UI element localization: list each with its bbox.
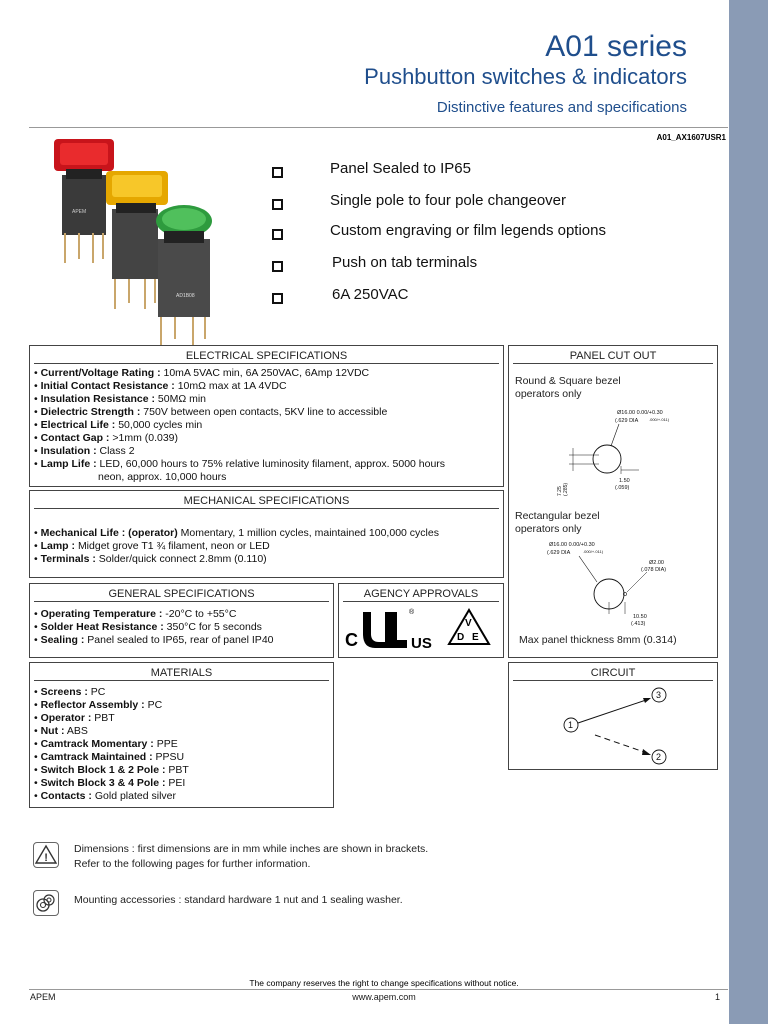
spec-row: • Sealing : Panel sealed to IP65, rear of panel IP40 xyxy=(34,634,274,646)
svg-text:C: C xyxy=(345,630,358,650)
spec-value: 10mA 5VAC min, 6A 250VAC, 6Amp 12VDC xyxy=(163,367,370,379)
mechanical-specs-list xyxy=(30,509,503,566)
spec-continuation: neon, approx. 10,000 hours xyxy=(98,471,227,483)
mounting-note: Mounting accessories : standard hardware 1 nut and 1 sealing washer. xyxy=(74,894,403,906)
svg-text:®: ® xyxy=(409,609,415,616)
spec-row: • Initial Contact Resistance : 10mΩ max at 1A 4VDC xyxy=(34,380,287,392)
general-specs-box xyxy=(29,583,334,658)
warning-icon xyxy=(33,842,59,868)
circuit-title: CIRCUIT xyxy=(513,665,713,681)
product-brand-mark: APEM xyxy=(72,209,87,215)
material-value: ABS xyxy=(66,725,88,737)
svg-text:1: 1 xyxy=(568,720,574,730)
spec-value: Solder/quick connect 2.8mm (0.110) xyxy=(98,553,267,565)
material-value: PC xyxy=(90,686,106,698)
svg-text:(.629 DIA: (.629 DIA xyxy=(615,418,639,424)
svg-text:Ø16.00 0.00/+0.30: Ø16.00 0.00/+0.30 xyxy=(549,542,595,548)
spec-label: Lamp Life : xyxy=(40,458,97,470)
spec-value: Momentary, 1 million cycles, maintained 100,000 cycles xyxy=(180,527,439,539)
spec-label: Contact Gap : xyxy=(40,432,110,444)
checkbox-icon xyxy=(272,229,283,240)
material-label: Screens : xyxy=(40,686,88,698)
svg-text:.000/+.011): .000/+.011) xyxy=(583,549,604,554)
mechanical-specs-box xyxy=(29,490,504,578)
side-bar xyxy=(729,0,768,1024)
spec-row: • Mechanical Life : (operator) Momentary, 1 million cycles, maintained 100,000 cycles xyxy=(34,527,439,539)
material-row: • Reflector Assembly : PC xyxy=(34,699,163,711)
panel-cutout-title: PANEL CUT OUT xyxy=(513,348,713,364)
spec-label: Terminals : xyxy=(40,553,96,565)
vde-logo-icon xyxy=(449,610,489,644)
spec-value: >1mm (0.039) xyxy=(112,432,179,444)
materials-list xyxy=(30,681,333,803)
rect-cutout-diagram xyxy=(539,538,714,633)
svg-text:7.25: 7.25 xyxy=(557,486,563,496)
circuit-diagram xyxy=(559,685,679,767)
spec-label: Lamp : xyxy=(40,540,76,552)
material-row: • Screens : PC xyxy=(34,686,106,698)
footer-website: www.apem.com xyxy=(352,992,416,1002)
material-row: • Camtrack Momentary : PPE xyxy=(34,738,178,750)
material-row: • Nut : ABS xyxy=(34,725,88,737)
electrical-specs-title: ELECTRICAL SPECIFICATIONS xyxy=(34,348,499,364)
material-value: PEI xyxy=(168,777,186,789)
spec-label: Sealing : xyxy=(40,634,85,646)
switch-body-yellow xyxy=(112,209,158,279)
svg-text:!: ! xyxy=(44,852,48,864)
disclaimer: The company reserves the right to change specifications without notice. xyxy=(249,978,519,988)
spec-label: Dielectric Strength : xyxy=(40,406,141,418)
feature-item xyxy=(272,254,478,275)
spec-label: Insulation Resistance : xyxy=(40,393,155,405)
footer-company: APEM xyxy=(30,992,56,1002)
max-thickness-note: Max panel thickness 8mm (0.314) xyxy=(519,634,677,646)
round-cutout-diagram xyxy=(539,406,714,496)
page-subtitle: Pushbutton switches & indicators xyxy=(364,64,687,89)
svg-text:(.059): (.059) xyxy=(615,485,630,491)
spec-value: Midget grove T1 ¾ filament, neon or LED xyxy=(77,540,270,552)
svg-text:1.50: 1.50 xyxy=(619,478,630,484)
spec-row: • Insulation : Class 2 xyxy=(34,445,135,457)
spec-label: Solder Heat Resistance : xyxy=(40,621,164,633)
product-model-mark: AD1B08 xyxy=(176,293,195,299)
material-label: Contacts : xyxy=(40,790,92,802)
svg-text:(.285): (.285) xyxy=(563,482,569,496)
material-label: Switch Block 3 & 4 Pole : xyxy=(40,777,166,789)
dimensions-note: Dimensions : first dimensions are in mm while inches are shown in brackets. Refer to the following pages for further information. xyxy=(74,843,429,870)
spec-row: • Lamp : Midget grove T1 ¾ filament, neon or LED xyxy=(34,540,270,552)
agency-approvals-box xyxy=(338,583,504,658)
feature-item xyxy=(272,222,606,243)
mounting-hardware-icon xyxy=(33,890,59,916)
material-label: Operator : xyxy=(40,712,92,724)
spec-label: Mechanical Life : (operator) xyxy=(40,527,178,539)
header-divider xyxy=(29,127,728,128)
material-label: Camtrack Momentary : xyxy=(40,738,154,750)
material-value: PPE xyxy=(156,738,178,750)
spec-label: Operating Temperature : xyxy=(40,608,163,620)
materials-box xyxy=(29,662,334,808)
circuit-box xyxy=(508,662,718,770)
spec-value: 750V between open contacts, 5KV line to accessible xyxy=(143,406,388,418)
electrical-specs-list xyxy=(30,364,503,484)
product-image xyxy=(48,133,226,348)
mechanical-specs-title: MECHANICAL SPECIFICATIONS xyxy=(34,493,499,509)
agency-approvals-title: AGENCY APPROVALS xyxy=(343,586,499,602)
spec-row: • Insulation Resistance : 50MΩ min xyxy=(34,393,207,405)
spec-row: • Dielectric Strength : 750V between open contacts, 5KV line to accessible xyxy=(34,406,388,418)
spec-row: • Current/Voltage Rating : 10mA 5VAC min, 6A 250VAC, 6Amp 12VDC xyxy=(34,367,370,379)
spec-label: Current/Voltage Rating : xyxy=(40,367,161,379)
general-specs-list xyxy=(30,602,333,647)
materials-title: MATERIALS xyxy=(34,665,329,681)
spec-value: 50MΩ min xyxy=(157,393,207,405)
spec-row: • Contact Gap : >1mm (0.039) xyxy=(34,432,179,444)
material-label: Switch Block 1 & 2 Pole : xyxy=(40,764,166,776)
svg-text:.000/+.011): .000/+.011) xyxy=(649,417,670,422)
spec-row: • Electrical Life : 50,000 cycles min xyxy=(34,419,203,431)
rect-bezel-label: Rectangular bezel operators only xyxy=(515,510,600,535)
material-value: PBT xyxy=(168,764,189,776)
svg-text:(.413): (.413) xyxy=(631,621,646,627)
svg-text:Ø2.00: Ø2.00 xyxy=(649,560,664,566)
spec-row: • Operating Temperature : -20°C to +55°C xyxy=(34,608,237,620)
switch-body-green xyxy=(158,239,210,317)
switch-body-red xyxy=(62,175,106,235)
svg-text:(.078 DIA): (.078 DIA) xyxy=(641,567,667,573)
svg-text:V: V xyxy=(465,618,472,629)
electrical-specs-box xyxy=(29,345,504,487)
material-value: PC xyxy=(147,699,163,711)
spec-value: 50,000 cycles min xyxy=(118,419,203,431)
spec-value: 350°C for 5 seconds xyxy=(166,621,262,633)
material-row: • Operator : PBT xyxy=(34,712,115,724)
document-code: A01_AX1607USR1 xyxy=(656,133,726,142)
spec-row: • Lamp Life : LED, 60,000 hours to 75% relative luminosity filament, approx. 5000 hours xyxy=(34,458,446,470)
checkbox-icon xyxy=(272,261,283,272)
material-row: • Camtrack Maintained : PPSU xyxy=(34,751,185,763)
material-label: Camtrack Maintained : xyxy=(40,751,153,763)
spec-value: Class 2 xyxy=(99,445,135,457)
feature-item xyxy=(272,286,409,307)
spec-value: 10mΩ max at 1A 4VDC xyxy=(177,380,287,392)
svg-text:(.629 DIA: (.629 DIA xyxy=(547,550,571,556)
ul-logo-icon xyxy=(345,608,432,652)
material-value: PPSU xyxy=(155,751,185,763)
svg-text:3: 3 xyxy=(656,690,662,700)
svg-text:Ø16.00 0.00/+0.30: Ø16.00 0.00/+0.30 xyxy=(617,410,663,416)
spec-label: Insulation : xyxy=(40,445,97,457)
material-row: • Switch Block 3 & 4 Pole : PEI xyxy=(34,777,186,789)
feature-item xyxy=(272,192,567,213)
spec-value: Panel sealed to IP65, rear of panel IP40 xyxy=(87,634,274,646)
page-number: 1 xyxy=(714,992,720,1002)
svg-text:D: D xyxy=(457,632,465,643)
feature-text: 6A 250VAC xyxy=(332,286,409,303)
spec-value: LED, 60,000 hours to 75% relative luminosity filament, approx. 5000 hours xyxy=(99,458,446,470)
spec-label: Electrical Life : xyxy=(40,419,116,431)
feature-text: Single pole to four pole changeover xyxy=(330,192,567,209)
svg-text:E: E xyxy=(472,632,479,643)
agency-logos xyxy=(341,604,501,656)
svg-text:10.50: 10.50 xyxy=(633,614,647,620)
svg-text:US: US xyxy=(411,635,432,652)
feature-text: Push on tab terminals xyxy=(332,254,478,271)
checkbox-icon xyxy=(272,293,283,304)
feature-text: Panel Sealed to IP65 xyxy=(330,160,471,177)
material-label: Nut : xyxy=(40,725,65,737)
spec-row: • Solder Heat Resistance : 350°C for 5 seconds xyxy=(34,621,262,633)
feature-item xyxy=(272,160,471,181)
round-bezel-label: Round & Square bezel operators only xyxy=(515,375,621,400)
page-title: A01 series xyxy=(545,30,687,63)
spec-label: Initial Contact Resistance : xyxy=(40,380,175,392)
feature-text: Custom engraving or film legends options xyxy=(330,222,606,239)
material-value: PBT xyxy=(94,712,115,724)
footer-divider xyxy=(29,989,728,990)
material-label: Reflector Assembly : xyxy=(40,699,145,711)
panel-cutout-box xyxy=(508,345,718,658)
svg-text:2: 2 xyxy=(656,752,662,762)
spec-value: -20°C to +55°C xyxy=(165,608,237,620)
material-value: Gold plated silver xyxy=(94,790,176,802)
checkbox-icon xyxy=(272,167,283,178)
spec-row: • Terminals : Solder/quick connect 2.8mm (0.110) xyxy=(34,553,267,565)
material-row: • Switch Block 1 & 2 Pole : PBT xyxy=(34,764,189,776)
section-heading: Distinctive features and specifications xyxy=(436,99,687,116)
general-specs-title: GENERAL SPECIFICATIONS xyxy=(34,586,329,602)
material-row: • Contacts : Gold plated silver xyxy=(34,790,176,802)
checkbox-icon xyxy=(272,199,283,210)
